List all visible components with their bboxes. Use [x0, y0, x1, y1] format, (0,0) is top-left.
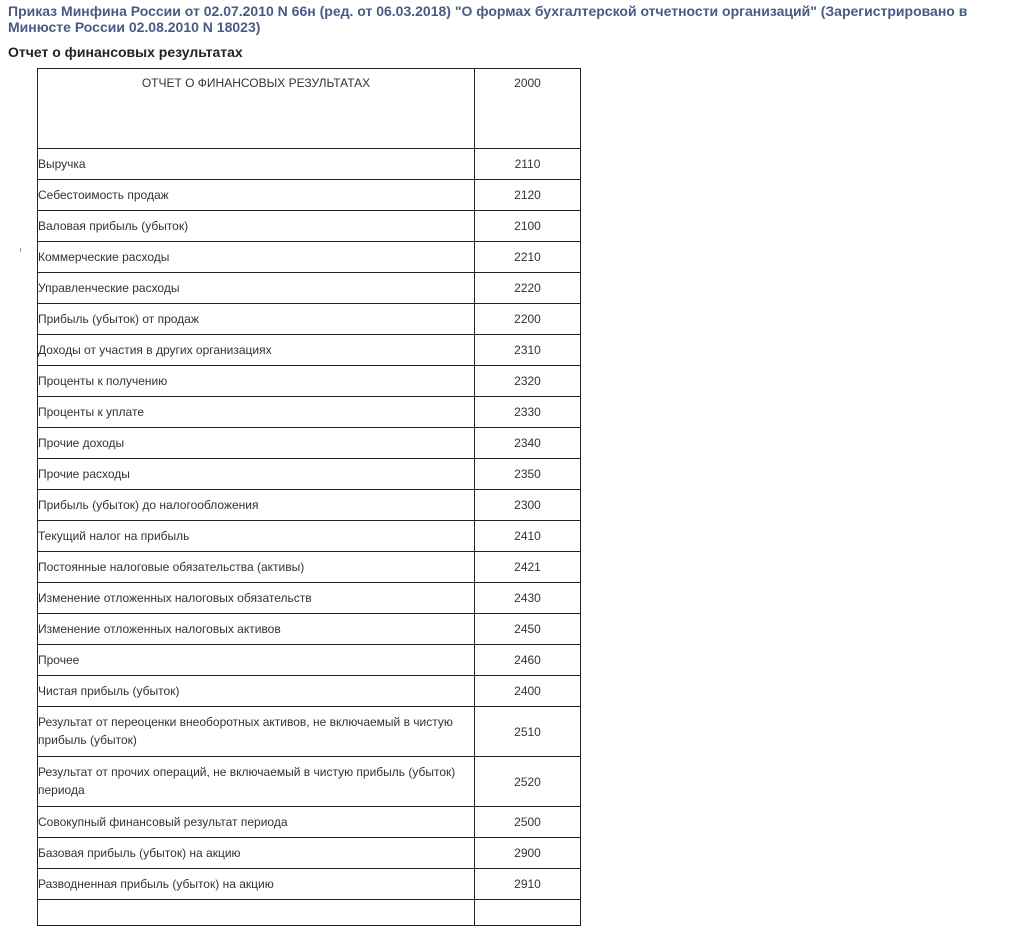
table-row-empty	[38, 900, 581, 926]
table-row	[38, 614, 581, 645]
table-row	[38, 583, 581, 614]
financial-results-table	[37, 68, 581, 926]
row-code: 2460	[475, 645, 581, 676]
row-name: Валовая прибыль (убыток)	[38, 211, 475, 242]
row-code: 2510	[475, 707, 581, 757]
row-name: Доходы от участия в других организациях	[38, 335, 475, 366]
row-name: Результат от прочих операций, не включаемый в чистую прибыль (убыток) периода	[38, 757, 475, 807]
row-name: Прибыль (убыток) до налогообложения	[38, 490, 475, 521]
row-name: Проценты к получению	[38, 366, 475, 397]
row-code: 2400	[475, 676, 581, 707]
row-code: 2900	[475, 838, 581, 869]
table-row	[38, 838, 581, 869]
decorative-mark	[20, 248, 21, 252]
row-code: 2310	[475, 335, 581, 366]
row-name: Изменение отложенных налоговых активов	[38, 614, 475, 645]
section-title: Отчет о финансовых результатах	[8, 44, 243, 60]
row-code: 2200	[475, 304, 581, 335]
table-row	[38, 428, 581, 459]
row-code: 2340	[475, 428, 581, 459]
table-row	[38, 645, 581, 676]
table-row	[38, 397, 581, 428]
row-name: Управленческие расходы	[38, 273, 475, 304]
row-name: Постоянные налоговые обязательства (активы)	[38, 552, 475, 583]
table-row	[38, 149, 581, 180]
row-name: Себестоимость продаж	[38, 180, 475, 211]
row-name: Совокупный финансовый результат периода	[38, 807, 475, 838]
row-code: 2910	[475, 869, 581, 900]
row-code: 2300	[475, 490, 581, 521]
row-code: 2410	[475, 521, 581, 552]
table-row	[38, 521, 581, 552]
row-code: 2220	[475, 273, 581, 304]
row-code: 2210	[475, 242, 581, 273]
table-row	[38, 242, 581, 273]
row-code: 2110	[475, 149, 581, 180]
table-row	[38, 552, 581, 583]
table-row	[38, 869, 581, 900]
row-name-empty	[38, 900, 475, 926]
row-code: 2320	[475, 366, 581, 397]
row-name: Прочие расходы	[38, 459, 475, 490]
row-name: Прочее	[38, 645, 475, 676]
row-code: 2450	[475, 614, 581, 645]
row-name: Выручка	[38, 149, 475, 180]
table-row	[38, 180, 581, 211]
table-row	[38, 676, 581, 707]
row-name: Проценты к уплате	[38, 397, 475, 428]
row-code-empty	[475, 900, 581, 926]
row-code: 2520	[475, 757, 581, 807]
row-name: Разводненная прибыль (убыток) на акцию	[38, 869, 475, 900]
table-row	[38, 304, 581, 335]
row-name: Чистая прибыль (убыток)	[38, 676, 475, 707]
row-code: 2330	[475, 397, 581, 428]
row-name: Результат от переоценки внеоборотных активов, не включаемый в чистую прибыль (убыток)	[38, 707, 475, 757]
row-code: 2421	[475, 552, 581, 583]
row-name: Прочие доходы	[38, 428, 475, 459]
row-name: Текущий налог на прибыль	[38, 521, 475, 552]
table-row	[38, 490, 581, 521]
row-name: Изменение отложенных налоговых обязательств	[38, 583, 475, 614]
row-code: 2120	[475, 180, 581, 211]
table-header-row	[38, 69, 581, 149]
row-code: 2350	[475, 459, 581, 490]
table-row	[38, 211, 581, 242]
table-row	[38, 757, 581, 807]
row-name: Базовая прибыль (убыток) на акцию	[38, 838, 475, 869]
table-row	[38, 366, 581, 397]
row-name: Прибыль (убыток) от продаж	[38, 304, 475, 335]
table-row	[38, 807, 581, 838]
row-code: 2100	[475, 211, 581, 242]
row-name: Коммерческие расходы	[38, 242, 475, 273]
table-row	[38, 335, 581, 366]
row-code: 2430	[475, 583, 581, 614]
document-title: Приказ Минфина России от 02.07.2010 N 66н (ред. от 06.03.2018) "О формах бухгалтерской отчетности организаций" (Зарегистрировано в Минюсте России 02.08.2010 N 18023)	[8, 3, 968, 35]
header-code-cell: 2000	[475, 69, 581, 149]
table-row	[38, 459, 581, 490]
table-row	[38, 707, 581, 757]
header-name-cell: ОТЧЕТ О ФИНАНСОВЫХ РЕЗУЛЬТАТАХ	[38, 69, 475, 149]
row-code: 2500	[475, 807, 581, 838]
table-row	[38, 273, 581, 304]
